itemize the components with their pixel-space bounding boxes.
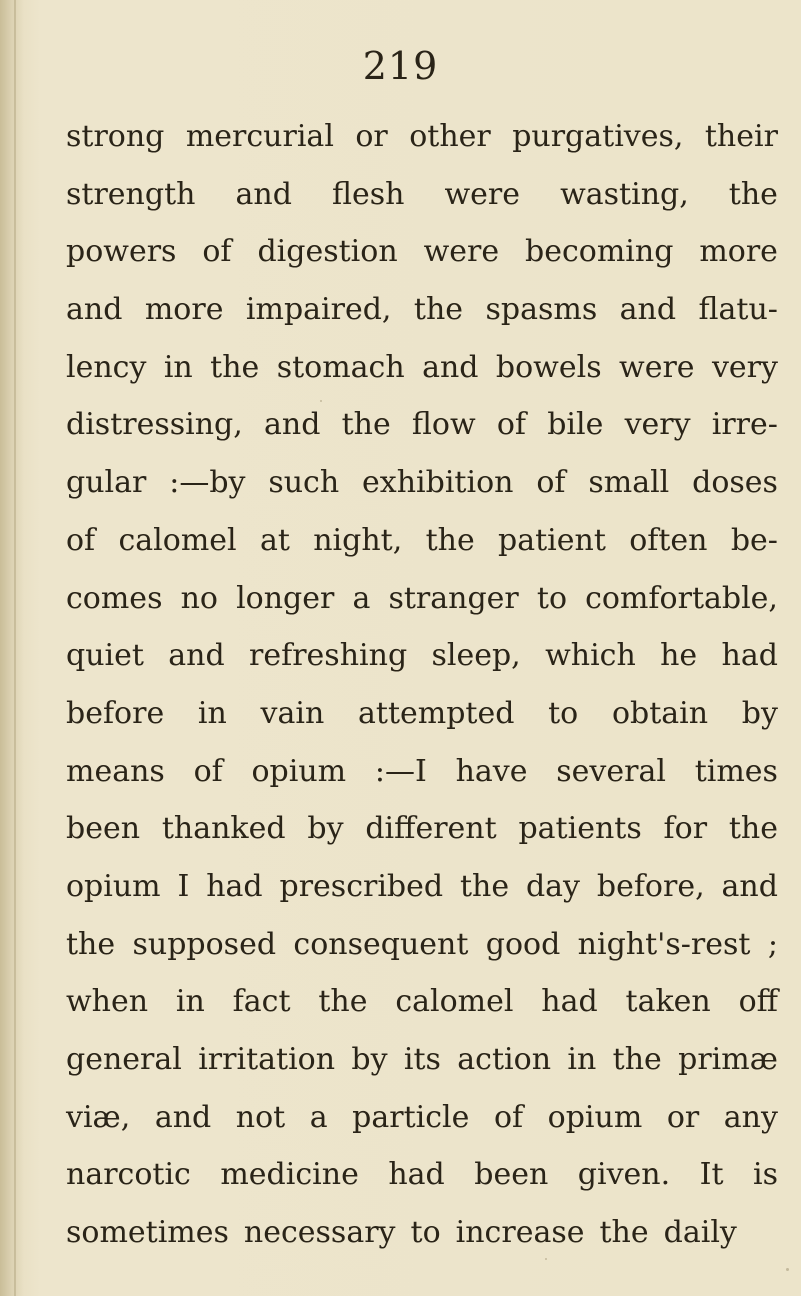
word: such <box>268 465 340 501</box>
text-line <box>66 1031 778 1089</box>
word: very <box>624 407 691 443</box>
word: had <box>388 1157 445 1193</box>
word: consequent <box>293 926 469 962</box>
word: different <box>365 811 497 847</box>
word: of <box>202 234 232 270</box>
word: spasms <box>485 292 598 328</box>
word: had <box>206 868 263 904</box>
word: wasting, <box>560 176 689 212</box>
body-text <box>66 108 778 1262</box>
word: by <box>307 811 344 847</box>
word: sometimes <box>66 1215 229 1251</box>
word: stomach <box>276 349 405 385</box>
word: medicine <box>220 1157 359 1193</box>
word: were <box>444 176 521 212</box>
word: the <box>66 926 116 962</box>
word: of <box>496 407 527 443</box>
word: before <box>66 695 165 731</box>
word: and <box>168 638 225 674</box>
word: been <box>474 1157 549 1193</box>
word: for <box>663 811 708 847</box>
word: :—by <box>169 465 246 501</box>
word: taken <box>625 984 711 1020</box>
word: off <box>738 984 778 1020</box>
word: patients <box>518 811 642 847</box>
word: the <box>728 811 778 847</box>
word: powers <box>66 234 177 270</box>
word: to <box>548 695 579 731</box>
word: necessary <box>243 1215 396 1251</box>
word: the <box>599 1215 649 1251</box>
text-line <box>66 339 778 397</box>
word: a <box>309 1099 328 1135</box>
word: calomel <box>395 984 514 1020</box>
word: strength <box>66 176 196 212</box>
word: It <box>699 1157 724 1193</box>
word: and <box>235 176 292 212</box>
word: when <box>66 984 149 1020</box>
word: quiet <box>66 638 144 674</box>
word: in <box>175 984 205 1020</box>
word: daily <box>663 1215 737 1251</box>
word: irre- <box>711 407 778 443</box>
word: more <box>144 292 224 328</box>
text-line <box>66 396 778 454</box>
word: lency <box>66 349 147 385</box>
word: the <box>728 176 778 212</box>
word: no <box>180 580 218 616</box>
word: in <box>567 1042 597 1077</box>
word: comes <box>66 580 163 616</box>
word: be- <box>730 522 778 558</box>
word: which <box>545 638 636 674</box>
word: narcotic <box>66 1157 191 1193</box>
text-line <box>66 1146 778 1204</box>
word: particle <box>352 1099 470 1135</box>
text-line <box>66 858 778 916</box>
word: longer <box>236 580 335 616</box>
word: good <box>485 926 561 962</box>
text-line <box>66 973 778 1031</box>
word: refreshing <box>249 638 408 674</box>
text-line <box>66 570 778 628</box>
word: stranger <box>388 580 519 616</box>
word: impaired, <box>245 292 392 328</box>
word: purgatives, <box>512 119 684 154</box>
word: gular <box>66 465 147 501</box>
word: opium <box>547 1099 643 1135</box>
word: its <box>403 1042 441 1077</box>
word: to <box>536 580 568 616</box>
word: the <box>413 292 464 328</box>
word: and <box>263 407 321 443</box>
word: the <box>341 407 391 443</box>
word: often <box>629 522 708 558</box>
text-line <box>66 281 778 339</box>
word: vain <box>260 695 325 731</box>
word: means <box>66 753 165 789</box>
word: of <box>66 522 96 558</box>
word: of <box>493 1099 524 1135</box>
word: and <box>619 292 677 328</box>
text-line <box>66 916 778 974</box>
word: fact <box>232 984 291 1020</box>
text-line <box>66 166 778 224</box>
word: given. <box>577 1157 671 1193</box>
word: flow <box>411 407 476 443</box>
word: and <box>66 292 123 328</box>
word: primæ <box>678 1042 778 1077</box>
word: any <box>723 1099 778 1135</box>
text-line <box>66 454 778 512</box>
word: flesh <box>331 176 405 212</box>
word: the <box>318 984 368 1020</box>
word: ; <box>767 926 778 962</box>
word: of <box>193 753 223 789</box>
word: to <box>410 1215 441 1251</box>
word: were <box>423 234 500 270</box>
word: very <box>711 349 778 385</box>
word: thanked <box>161 811 286 847</box>
word: opium <box>66 868 161 904</box>
word: he <box>660 638 698 674</box>
word: irritation <box>198 1042 336 1077</box>
word: I <box>177 868 190 904</box>
word: by <box>351 1042 388 1077</box>
word: by <box>741 695 778 731</box>
word: sleep, <box>431 638 521 674</box>
word: becoming <box>525 234 674 270</box>
word: in <box>163 349 193 385</box>
word: and <box>422 349 479 385</box>
word: have <box>455 753 528 789</box>
text-line <box>66 1204 778 1262</box>
word: been <box>66 811 141 847</box>
word: prescribed <box>279 868 444 904</box>
word: a <box>352 580 371 616</box>
page-number: 219 <box>362 44 439 88</box>
word: :—I <box>374 753 427 789</box>
word: mercurial <box>185 119 334 154</box>
word: action <box>457 1042 552 1077</box>
text-line <box>66 1089 778 1147</box>
text-line <box>66 800 778 858</box>
word: general <box>66 1042 182 1077</box>
word: bile <box>547 407 604 443</box>
text-line <box>66 627 778 685</box>
word: their <box>704 119 778 154</box>
word: the <box>210 349 260 385</box>
word: at <box>259 522 290 558</box>
text-line <box>66 512 778 570</box>
word: the <box>612 1042 662 1077</box>
word: were <box>619 349 695 385</box>
word: night, <box>313 522 403 558</box>
word: distressing, <box>66 407 243 443</box>
word: calomel <box>118 522 237 558</box>
word: night's-rest <box>577 926 751 962</box>
word: bowels <box>495 349 602 385</box>
word: several <box>556 753 666 789</box>
paper-speck <box>545 1258 547 1260</box>
word: in <box>197 695 227 731</box>
word: and <box>154 1099 212 1135</box>
word: had <box>541 984 598 1020</box>
word: is <box>753 1157 778 1193</box>
word: not <box>235 1099 286 1135</box>
word: before, <box>596 868 705 904</box>
text-line <box>66 743 778 801</box>
page-gutter <box>0 0 24 1296</box>
word: patient <box>498 522 606 558</box>
word: digestion <box>257 234 398 270</box>
word: more <box>699 234 778 270</box>
word: doses <box>692 465 778 501</box>
word: comfortable, <box>585 580 778 616</box>
gutter-edge <box>14 0 16 1296</box>
word: times <box>694 753 778 789</box>
word: small <box>588 465 670 501</box>
word: viæ, <box>66 1099 131 1135</box>
text-line <box>66 685 778 743</box>
word: opium <box>251 753 347 789</box>
word: day <box>525 868 580 904</box>
word: supposed <box>132 926 277 962</box>
word: flatu- <box>698 292 778 328</box>
word: increase <box>455 1215 585 1251</box>
word: had <box>721 638 778 674</box>
word: and <box>721 868 778 904</box>
word: the <box>425 522 475 558</box>
paper-speck <box>320 400 322 402</box>
paper-speck <box>786 1268 789 1271</box>
word: or <box>666 1099 700 1135</box>
text-line <box>66 223 778 281</box>
word: other <box>409 119 491 154</box>
word: strong <box>66 119 165 154</box>
word: of <box>536 465 566 501</box>
word: obtain <box>611 695 709 731</box>
word: the <box>459 868 510 904</box>
word: or <box>355 119 388 154</box>
word: exhibition <box>362 465 514 501</box>
text-line <box>66 108 778 166</box>
word: attempted <box>358 695 515 731</box>
